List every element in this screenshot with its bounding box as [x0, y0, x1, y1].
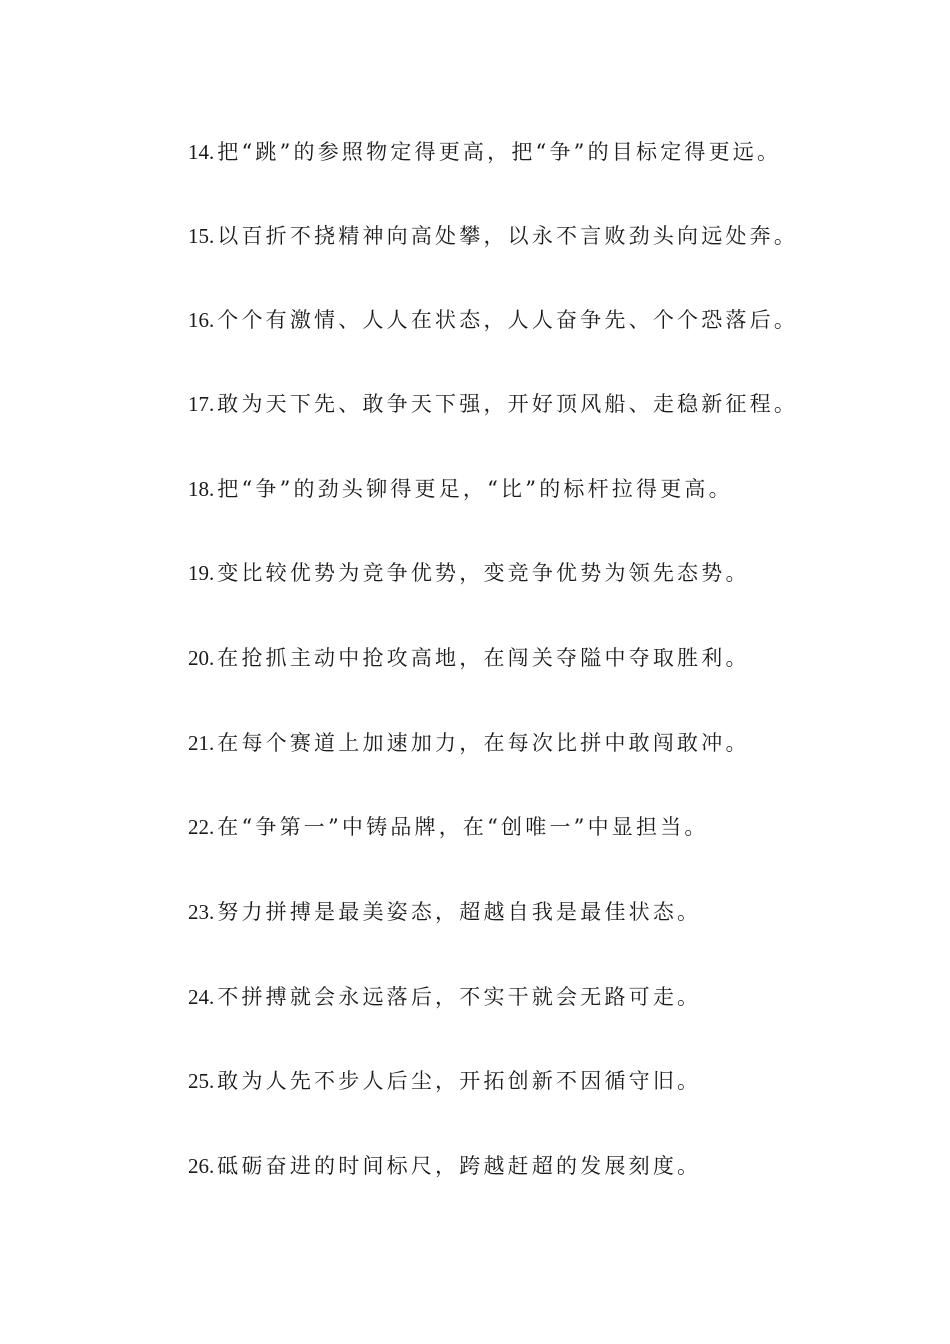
item-number: 16. — [188, 308, 215, 332]
item-number: 18. — [188, 477, 215, 501]
item-text: 不拼搏就会永远落后，不实干就会无路可走。 — [217, 985, 702, 1009]
item-text: 敢为天下先、敢争天下强，开好顶风船、走稳新征程。 — [217, 392, 799, 416]
list-item — [188, 644, 750, 672]
item-number: 14. — [188, 140, 215, 164]
list-item — [188, 222, 798, 250]
item-number: 15. — [188, 224, 215, 248]
list-item — [188, 390, 798, 418]
list-item — [188, 813, 709, 841]
list-item — [188, 138, 781, 166]
item-text: 变比较优势为竞争优势，变竞争优势为领先态势。 — [217, 561, 750, 585]
item-text: 敢为人先不步人后尘，开拓创新不因循守旧。 — [217, 1069, 702, 1093]
item-text: 在抢抓主动中抢攻高地，在闯关夺隘中夺取胜利。 — [217, 646, 750, 670]
item-text: 以百折不挠精神向高处攀，以永不言败劲头向远处奔。 — [217, 224, 799, 248]
item-text: 在每个赛道上加速加力，在每次比拼中敢闯敢冲。 — [217, 731, 750, 755]
item-number: 19. — [188, 561, 215, 585]
item-number: 26. — [188, 1154, 215, 1178]
item-text: 在“争第一”中铸品牌，在“创唯一”中显担当。 — [217, 815, 709, 839]
list-item — [188, 898, 701, 926]
item-number: 20. — [188, 646, 215, 670]
item-text: 努力拼搏是最美姿态，超越自我是最佳状态。 — [217, 900, 702, 924]
list-item — [188, 983, 701, 1011]
item-text: 个个有激情、人人在状态，人人奋争先、个个恐落后。 — [217, 308, 799, 332]
item-text: 砥砺奋进的时间标尺，跨越赶超的发展刻度。 — [217, 1154, 702, 1178]
list-item — [188, 559, 750, 587]
item-number: 24. — [188, 985, 215, 1009]
list-item — [188, 729, 750, 757]
item-number: 22. — [188, 815, 215, 839]
item-number: 21. — [188, 731, 215, 755]
item-number: 23. — [188, 900, 215, 924]
list-item — [188, 306, 798, 334]
list-item — [188, 475, 733, 503]
item-number: 17. — [188, 392, 215, 416]
item-text: 把“争”的劲头铆得更足，“比”的标杆拉得更高。 — [217, 477, 733, 501]
list-item — [188, 1067, 701, 1095]
item-number: 25. — [188, 1069, 215, 1093]
list-item — [188, 1152, 701, 1180]
item-text: 把“跳”的参照物定得更高，把“争”的目标定得更远。 — [217, 140, 782, 164]
